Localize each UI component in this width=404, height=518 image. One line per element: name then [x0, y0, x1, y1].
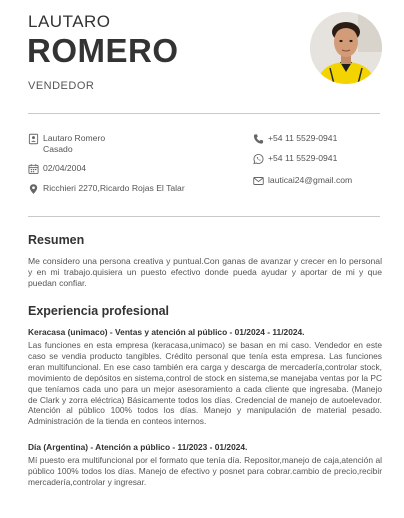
phone-number[interactable]: +54 11 5529-0941 [268, 133, 338, 143]
person-card-icon [28, 133, 39, 145]
last-name: ROMERO [27, 32, 179, 69]
job-heading: Día (Argentina) - Atención a público - 11/2023 - 01/2024. [28, 442, 248, 452]
job-title: VENDEDOR [28, 80, 95, 92]
first-name: LAUTARO [28, 12, 111, 31]
job-description: Las funciones en esta empresa (keracasa,unimaco) se basan en mi caso. Vendedor en este caso se vendia producto tangibles. Crédito personal que tenía esta empresa. Las funciones eran multifuncional. En ese caso también era carga y descarga de mercadería,controlar stock, movimiento de depósitos en sistema,control de stock en sistema,se manejaba ventas por la PC que teníamos cada uno para un mejor asesoramiento a cada cliente que ingresaba. (Manejo de Clark y zorra eléctrica) Básicamente todos los días. Credencial de manejo de autoelevador. Atención al público 100% todos los días. Manejo y manipulación de material pesado. Administración de la tienda en conteos internos. [28, 340, 382, 427]
phone-row [253, 133, 337, 145]
job-heading: Keracasa (unimaco) - Ventas y atención al público - 01/2024 - 11/2024. [28, 327, 305, 337]
profile-photo [310, 12, 382, 84]
marital-status: Casado [43, 143, 73, 154]
experience-title: Experiencia profesional [28, 304, 170, 318]
whatsapp-row [253, 153, 337, 165]
job-description: Mí puesto era multifuncional por el formato que tenía día. Repositor,manejo de caja,atención al público 100% todos los días. Manejo de efectivo y posnet para cobrar.cambio de precio,recibir mercadería,controlar y ingresar. [28, 455, 382, 487]
whatsapp-icon [253, 153, 264, 165]
calendar-icon [28, 163, 39, 175]
summary-text: Me considero una persona creativa y puntual.Con ganas de avanzar y crecer en lo personal y en mi trabajo.quisiera un puesto efectivo donde pueda ayudar y aportar de mi y que puedan confiar. [28, 256, 382, 288]
envelope-icon [253, 175, 264, 187]
contact-name: Lautaro Romero [43, 133, 106, 143]
phone-icon [253, 133, 264, 145]
whatsapp-number[interactable]: +54 11 5529-0941 [268, 153, 338, 163]
address: Ricchieri 2270,Ricardo Rojas El Talar [43, 183, 185, 193]
contact-name-row [28, 133, 105, 154]
email-address[interactable]: lauticai24@gmail.com [268, 175, 353, 185]
birth-date: 02/04/2004 [43, 163, 87, 173]
location-pin-icon [28, 183, 39, 195]
profile-photo-image [310, 12, 382, 84]
summary-title: Resumen [28, 233, 85, 247]
top-divider [28, 113, 380, 114]
address-row [28, 183, 185, 195]
contact-divider [28, 216, 380, 217]
email-row [253, 175, 352, 187]
birth-date-row [28, 163, 86, 175]
